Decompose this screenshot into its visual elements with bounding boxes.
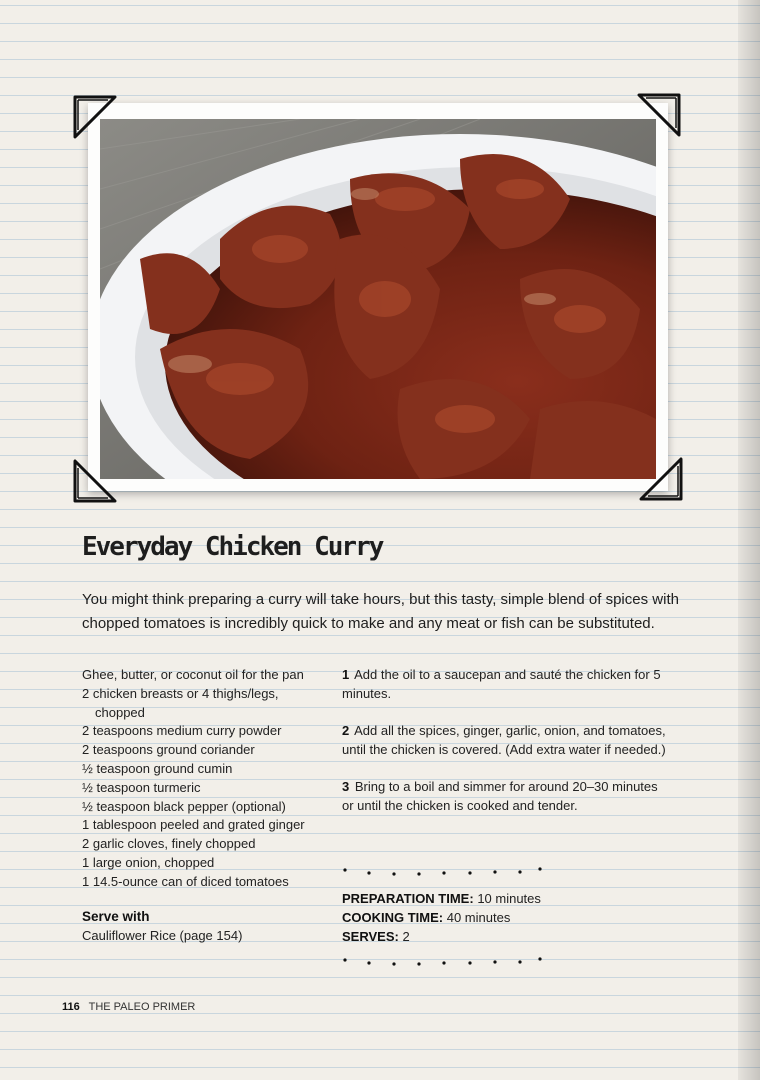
dotted-divider-top [342, 866, 552, 878]
ingredient-item: 2 garlic cloves, finely chopped [82, 836, 256, 852]
photo-corner-bottom-left [72, 458, 118, 504]
step-text: Add all the spices, ginger, garlic, onion, and tomatoes, until the chicken is covered. (Add extra water if needed.) [342, 723, 666, 757]
ingredient-item: 1 tablespoon peeled and grated ginger [82, 817, 305, 833]
cook-time-label: COOKING TIME: [342, 910, 444, 925]
ingredient-item: 1 large onion, chopped [82, 854, 215, 870]
curry-photo [100, 119, 656, 479]
serve-with-heading: Serve with [82, 909, 150, 924]
step-text: Bring to a boil and simmer for around 20–30 minutes or until the chicken is cooked and tender. [342, 779, 658, 813]
ingredient-item: 2 teaspoons ground coriander [82, 742, 255, 758]
book-title: THE PALEO PRIMER [88, 1001, 196, 1013]
ingredient-item: 2 chicken breasts or 4 thighs/legs, chopped [82, 685, 279, 720]
prep-time-label: PREPARATION TIME: [342, 891, 474, 906]
ingredient-item: ½ teaspoon turmeric [82, 779, 201, 795]
ingredient-item: ½ teaspoon black pepper (optional) [82, 798, 286, 814]
recipe-intro: You might think preparing a curry will take hours, but this tasty, simple blend of spices with chopped tomatoes is incredibly quick to make and any meat or fish can be substituted. [82, 591, 679, 632]
step-number: 3 [342, 779, 350, 794]
page-number: 116 [62, 1001, 80, 1013]
photo-corner-bottom-right [638, 456, 684, 502]
recipe-title: Everyday Chicken Curry [82, 532, 383, 562]
page-footer [62, 1001, 195, 1013]
serves-label: SERVES: [342, 929, 399, 944]
photo-corner-top-left [72, 94, 118, 140]
ingredient-list [82, 666, 332, 892]
prep-time-value: 10 minutes [477, 891, 541, 906]
serves-value: 2 [402, 929, 410, 944]
method-step-1 [342, 666, 672, 703]
cook-time [342, 910, 510, 925]
recipe-photo-frame [88, 103, 668, 491]
serve-with-item: Cauliflower Rice (page 154) [82, 928, 243, 943]
method-step-3 [342, 778, 672, 815]
serves [342, 929, 410, 944]
ingredient-item: 1 14.5-ounce can of diced tomatoes [82, 873, 289, 889]
photo-corner-top-right [636, 92, 682, 138]
method-step-2 [342, 722, 672, 759]
ingredient-item: Ghee, butter, or coconut oil for the pan [82, 667, 304, 682]
book-spine-shadow [738, 0, 760, 1080]
prep-time [342, 891, 541, 906]
dotted-divider-bottom [342, 956, 552, 968]
curry-bowl-image [100, 119, 656, 479]
step-number: 2 [342, 723, 350, 738]
step-text: Add the oil to a saucepan and sauté the chicken for 5 minutes. [342, 667, 661, 701]
cook-time-value: 40 minutes [446, 910, 511, 925]
ingredient-item: ½ teaspoon ground cumin [82, 760, 233, 776]
ingredient-item: 2 teaspoons medium curry powder [82, 723, 282, 739]
step-number: 1 [342, 667, 350, 682]
